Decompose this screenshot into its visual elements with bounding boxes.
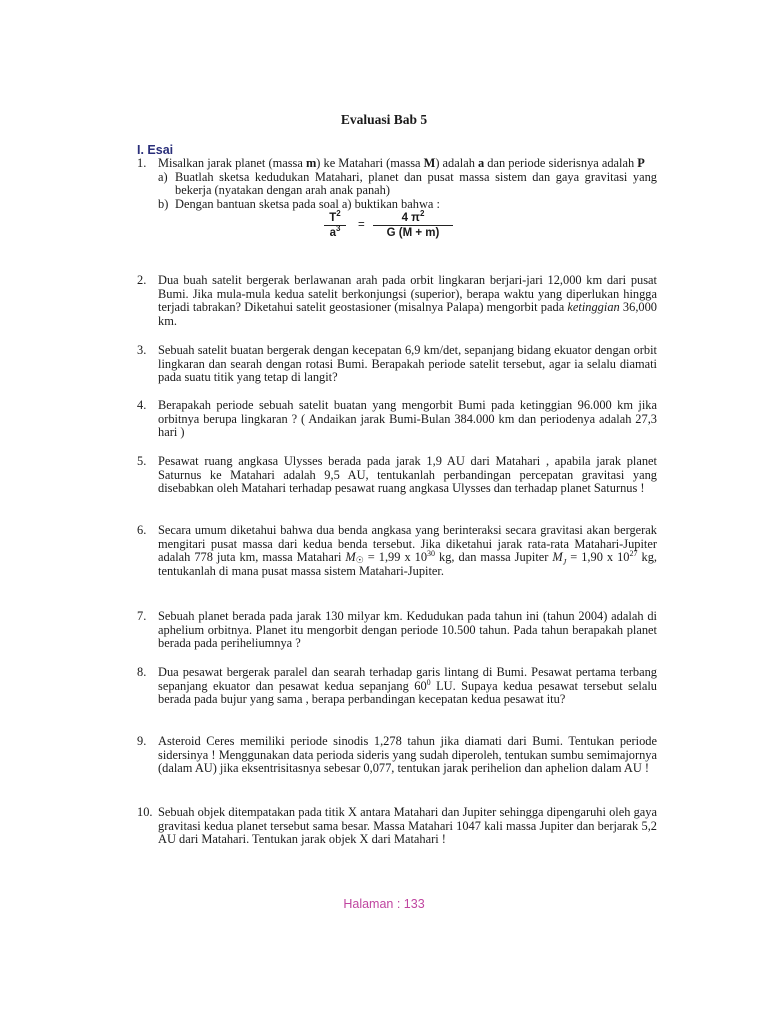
question-4 xyxy=(137,399,657,440)
question-number: 7. xyxy=(137,609,147,623)
question-number: 8. xyxy=(137,665,147,679)
question-number: 1. xyxy=(137,156,147,170)
sub-question-b: b) Dengan bantuan sketsa pada soal a) buktikan bahwa : xyxy=(158,196,440,211)
question-text: Misalkan jarak planet (massa m) ke Matahari (massa M) adalah a dan periode siderisnya adalah P xyxy=(158,156,645,170)
question-text: Sebuah planet berada pada jarak 130 milyar km. Kedudukan pada tahun ini (tahun 2004) adalah di aphelium orbitnya. Planet itu mengorbit dengan periode 10.500 tahun. Pada tahun berapakah planet berada pada periheliumnya ? xyxy=(158,609,657,651)
footer-label: Halaman : xyxy=(343,897,404,911)
question-number: 9. xyxy=(137,734,147,748)
section-heading: I. Esai xyxy=(137,143,174,157)
question-number: 3. xyxy=(137,343,147,357)
question-6 xyxy=(137,524,657,578)
question-text: Sebuah objek ditempatakan pada titik X antara Matahari dan Jupiter sehingga dipengaruhi oleh gaya gravitasi kedua planet tersebut sama besar. Massa Matahari 1047 kali massa Jupiter dan berjarak 5,2 AU dari Matahari. Tentukan jarak objek X dari Matahari ! xyxy=(158,805,657,847)
sub-question-a: a) Buatlah sketsa kedudukan Matahari, planet dan pusat massa sistem dan gaya gravitasi yang bekerja (nyatakan dengan arah anak panah) xyxy=(158,169,657,198)
question-text: Secara umum diketahui bahwa dua benda angkasa yang berinteraksi secara gravitasi akan bergerak mengitari pusat massa dari kedua benda tersebut. Jika diketahui jarak rata-rata Matahari-Jupiter adalah 778 juta km, massa Matahari $M_☉ = 1,99$ x $10^{30}$ kg, dan massa Jupiter $M_J = 1,90$ x $10^{27}$ kg, tentukanlah di mana pusat massa sistem Matahari-Jupiter. xyxy=(158,523,657,578)
question-text: Dua buah satelit bergerak berlawanan arah pada orbit lingkaran berjari-jari 12,000 km dari pusat Bumi. Jika mula-mula kedua satelit berkonjungsi (superior), berapa waktu yang diperlukan hingga terjadi tabrakan? Diketahui satelit geostasioner (misalnya Palapa) mengorbit pada ketinggian 36,000 km. xyxy=(158,273,658,328)
question-8 xyxy=(137,666,657,707)
question-9 xyxy=(137,735,657,776)
question-text: Asteroid Ceres memiliki periode sinodis 1,278 tahun jika diamati dari Bumi. Tentukan periode sidersinya ! Menggunakan data perioda sideris yang sudah diperoleh, tentukan sumbu semimajornya (dalam AU) jika eksentrisitasnya sebesar 0,077, tentukan jarak perihelion dan aphelion dalam AU ! xyxy=(158,734,657,776)
question-2 xyxy=(137,274,657,328)
question-text: Berapakah periode sebuah satelit buatan yang mengorbit Bumi pada ketinggian 96.000 km jika orbitnya berupa lingkaran ? ( Andaikan jarak Bumi-Bulan 384.000 km dan periodenya adalah 27,3 hari ) xyxy=(158,398,657,440)
question-number: 10. xyxy=(137,805,153,819)
question-7 xyxy=(137,610,657,651)
question-text: Dua pesawat bergerak paralel dan searah terhadap garis lintang di Bumi. Pesawat pertama terbang sepanjang ekuator dan pesawat kedua sepanjang $60^0$ LU. Supaya kedua pesawat tersebut selalu berada pada bujur yang sama , berapa perbandingan kecepatan kedua pesawat itu? xyxy=(158,665,657,707)
question-number: 5. xyxy=(137,454,147,468)
question-3 xyxy=(137,344,657,385)
page-number: 133 xyxy=(403,897,425,911)
question-text: Sebuah satelit buatan bergerak dengan kecepatan 6,9 km/det, sepanjang bidang ekuator dengan orbit lingkaran dan searah dengan rotasi Bumi. Berapakah periode satelit tersebut, agar ia selalu diamati pada suatu titik yang tetap di langit? xyxy=(158,343,657,385)
question-1 xyxy=(137,157,657,244)
kepler-formula: $\frac{T^2}{a^3}$ = $\frac{4 \pi^2}{G (M + m)}$ xyxy=(158,212,657,244)
page-footer xyxy=(0,898,768,912)
question-number: 4. xyxy=(137,398,147,412)
question-5 xyxy=(137,455,657,496)
question-text: Pesawat ruang angkasa Ulysses berada pada jarak 1,9 AU dari Matahari , apabila jarak planet Saturnus ke Matahari adalah 9,5 AU, tentukanlah perbandingan percepatan gravitasi yang disebabkan oleh Matahari terhadap pesawat ruang angkasa Ulysses dan terhadap planet Saturnus ! xyxy=(158,454,657,496)
question-10 xyxy=(137,806,657,847)
question-number: 6. xyxy=(137,523,147,537)
question-number: 2. xyxy=(137,273,147,287)
page-title: Evaluasi Bab 5 xyxy=(340,112,428,127)
